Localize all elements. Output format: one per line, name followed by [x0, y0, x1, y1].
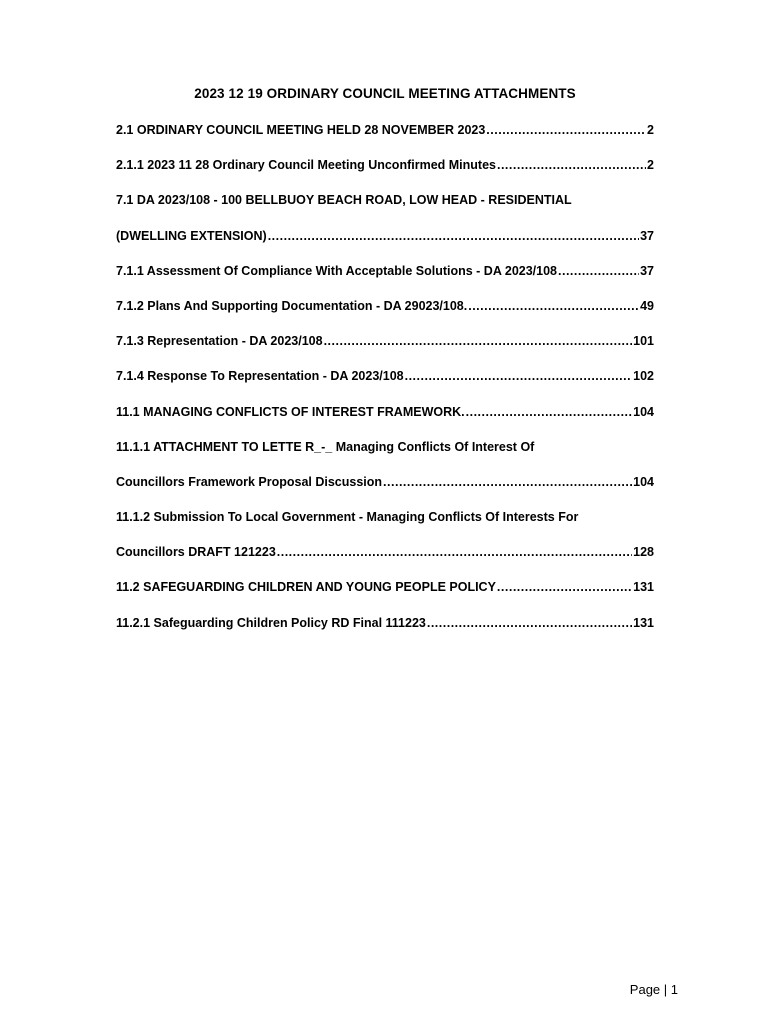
page-number-footer: Page | 1 — [629, 982, 678, 997]
toc-dot-leader — [405, 368, 633, 385]
toc-item-label-continuation: Councillors DRAFT 121223 — [116, 545, 276, 560]
toc-item-7-1-2[interactable] — [116, 298, 654, 333]
toc-item-label: 11.1.1 ATTACHMENT TO LETTE R_-_ Managing Conflicts Of Interest Of — [116, 439, 535, 454]
toc-item-label: 7.1.4 Response To Representation - DA 2023/108 — [116, 369, 404, 384]
toc-item-page-number: 131 — [633, 615, 654, 630]
toc-item-page-number: 102 — [633, 369, 654, 384]
toc-item-11-1-1[interactable] — [116, 439, 654, 474]
toc-item-page-number: 2 — [647, 123, 654, 137]
toc-item-2-1[interactable] — [116, 122, 654, 157]
toc-item-page-number: 128 — [633, 545, 654, 560]
toc-item-7-1-3[interactable] — [116, 333, 654, 368]
toc-dot-leader — [497, 579, 632, 596]
toc-item-label: 11.2.1 Safeguarding Children Policy RD Final 111223 — [116, 615, 426, 630]
toc-item-label: 11.2 SAFEGUARDING CHILDREN AND YOUNG PEOPLE POLICY — [116, 580, 496, 595]
toc-dot-leader — [497, 157, 646, 174]
toc-item-11-1[interactable] — [116, 404, 654, 439]
toc-item-11-2-1[interactable] — [116, 615, 654, 650]
toc-item-page-number: 101 — [633, 334, 654, 349]
toc-dot-leader — [324, 333, 633, 350]
toc-item-7-1-1[interactable] — [116, 263, 654, 298]
toc-dot-leader — [486, 122, 646, 139]
toc-item-page-number: 49 — [640, 298, 654, 313]
toc-item-label: 2.1.1 2023 11 28 Ordinary Council Meeting Unconfirmed Minutes — [116, 158, 496, 173]
toc-dot-leader — [466, 404, 633, 421]
toc-item-label: 11.1.2 Submission To Local Government - Managing Conflicts Of Interests For — [116, 510, 579, 525]
toc-item-11-1-2-continuation[interactable] — [116, 544, 654, 579]
toc-item-page-number: 104 — [633, 474, 654, 489]
toc-item-label: 7.1 DA 2023/108 - 100 BELLBUOY BEACH ROAD, LOW HEAD - RESIDENTIAL — [116, 193, 572, 208]
toc-item-label-continuation: (DWELLING EXTENSION) — [116, 228, 267, 243]
toc-item-label: 11.1 MANAGING CONFLICTS OF INTEREST FRAMEWORK. — [116, 404, 465, 419]
toc-item-7-1-4[interactable] — [116, 368, 654, 403]
document-title: 2023 12 19 ORDINARY COUNCIL MEETING ATTACHMENTS — [194, 86, 576, 101]
toc-dot-leader — [427, 615, 632, 632]
toc-item-label: 2.1 ORDINARY COUNCIL MEETING HELD 28 NOVEMBER 2023 — [116, 123, 486, 137]
toc-item-page-number: 131 — [633, 580, 654, 595]
toc-dot-leader — [558, 263, 639, 280]
toc-item-label: 7.1.3 Representation - DA 2023/108 — [116, 334, 323, 349]
toc-item-page-number: 37 — [640, 228, 654, 243]
toc-item-label: 7.1.1 Assessment Of Compliance With Acceptable Solutions - DA 2023/108 — [116, 263, 557, 278]
toc-dot-leader — [383, 474, 632, 491]
toc-item-page-number: 2 — [647, 158, 654, 173]
toc-item-7-1[interactable] — [116, 192, 654, 227]
toc-dot-leader — [268, 228, 639, 245]
toc-item-page-number: 104 — [633, 404, 654, 419]
table-of-contents — [116, 122, 654, 650]
toc-item-7-1-continuation[interactable] — [116, 228, 654, 263]
toc-item-label-continuation: Councillors Framework Proposal Discussion — [116, 474, 383, 489]
toc-item-11-1-2[interactable] — [116, 509, 654, 544]
toc-item-11-2[interactable] — [116, 579, 654, 614]
toc-item-page-number: 37 — [640, 263, 654, 278]
toc-item-2-1-1[interactable] — [116, 157, 654, 192]
toc-dot-leader — [468, 298, 639, 315]
toc-item-label: 7.1.2 Plans And Supporting Documentation - DA 29023/108. — [116, 298, 468, 313]
toc-dot-leader — [277, 544, 632, 561]
toc-item-11-1-1-continuation[interactable] — [116, 474, 654, 509]
